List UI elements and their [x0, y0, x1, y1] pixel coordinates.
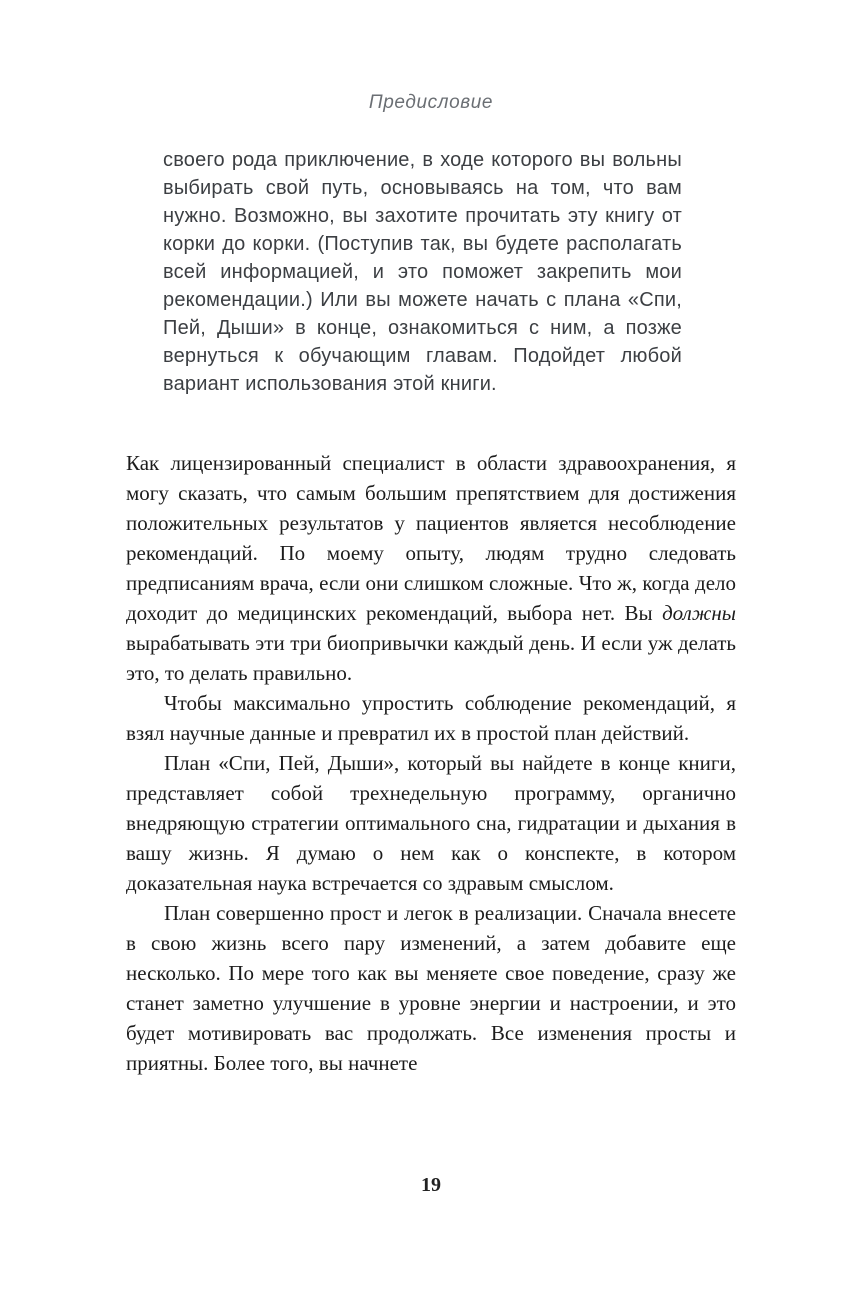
quote-paragraph: своего рода приключение, в ходе которого вы вольны выбирать свой путь, основываясь на том, что вам нужно. Возможно, вы захотите прочитать эту книгу от корки до корки. (Поступив так, вы будете располагать всей информацией, и это поможет закрепить мои рекомендации.) Или вы можете начать с плана «Спи, Пей, Дыши» в конце, ознакомиться с ним, а позже вернуться к обучающим главам. Подойдет любой вариант использования этой книги. [163, 149, 682, 395]
body-paragraph [126, 748, 736, 898]
page-number: 19 [421, 1174, 441, 1196]
text-segment: Как лицензированный специалист в области здравоохранения, я могу сказать, что самым большим препятствием для достижения положительных результатов у пациентов является несоблюдение рекомендаций. По моему опыту, людям трудно следовать предписаниям врача, если они слишком сложные. Что ж, когда дело доходит до медицинских рекомендаций, выбора нет. Вы [126, 451, 736, 625]
running-head: Предисловие [368, 92, 494, 113]
body-paragraph [126, 688, 736, 748]
body-paragraph [126, 898, 736, 1078]
text-segment: вырабатывать эти три биопривычки каждый день. И если уж делать это, то делать правильно. [126, 631, 736, 685]
quote-block [163, 146, 682, 398]
text-segment: План совершенно прост и легок в реализации. Сначала внесете в свою жизнь всего пару изменений, а затем добавите еще несколько. По мере того как вы меняете свое поведение, сразу же станет заметно улучшение в уровне энергии и настроении, и это будет мотивировать вас продолжать. Все изменения просты и приятны. Более того, вы начнете [126, 901, 736, 1075]
body-text [126, 448, 736, 1078]
text-segment: План «Спи, Пей, Дыши», который вы найдете в конце книги, представляет собой трехнедельную программу, органично внедряющую стратегии оптимального сна, гидратации и дыхания в вашу жизнь. Я думаю о нем как о конспекте, в котором доказательная наука встречается со здравым смыслом. [126, 751, 736, 895]
body-paragraph [126, 448, 736, 688]
italic-text: должны [662, 601, 736, 625]
text-segment: Чтобы максимально упростить соблюдение рекомендаций, я взял научные данные и превратил их в простой план действий. [126, 691, 736, 745]
